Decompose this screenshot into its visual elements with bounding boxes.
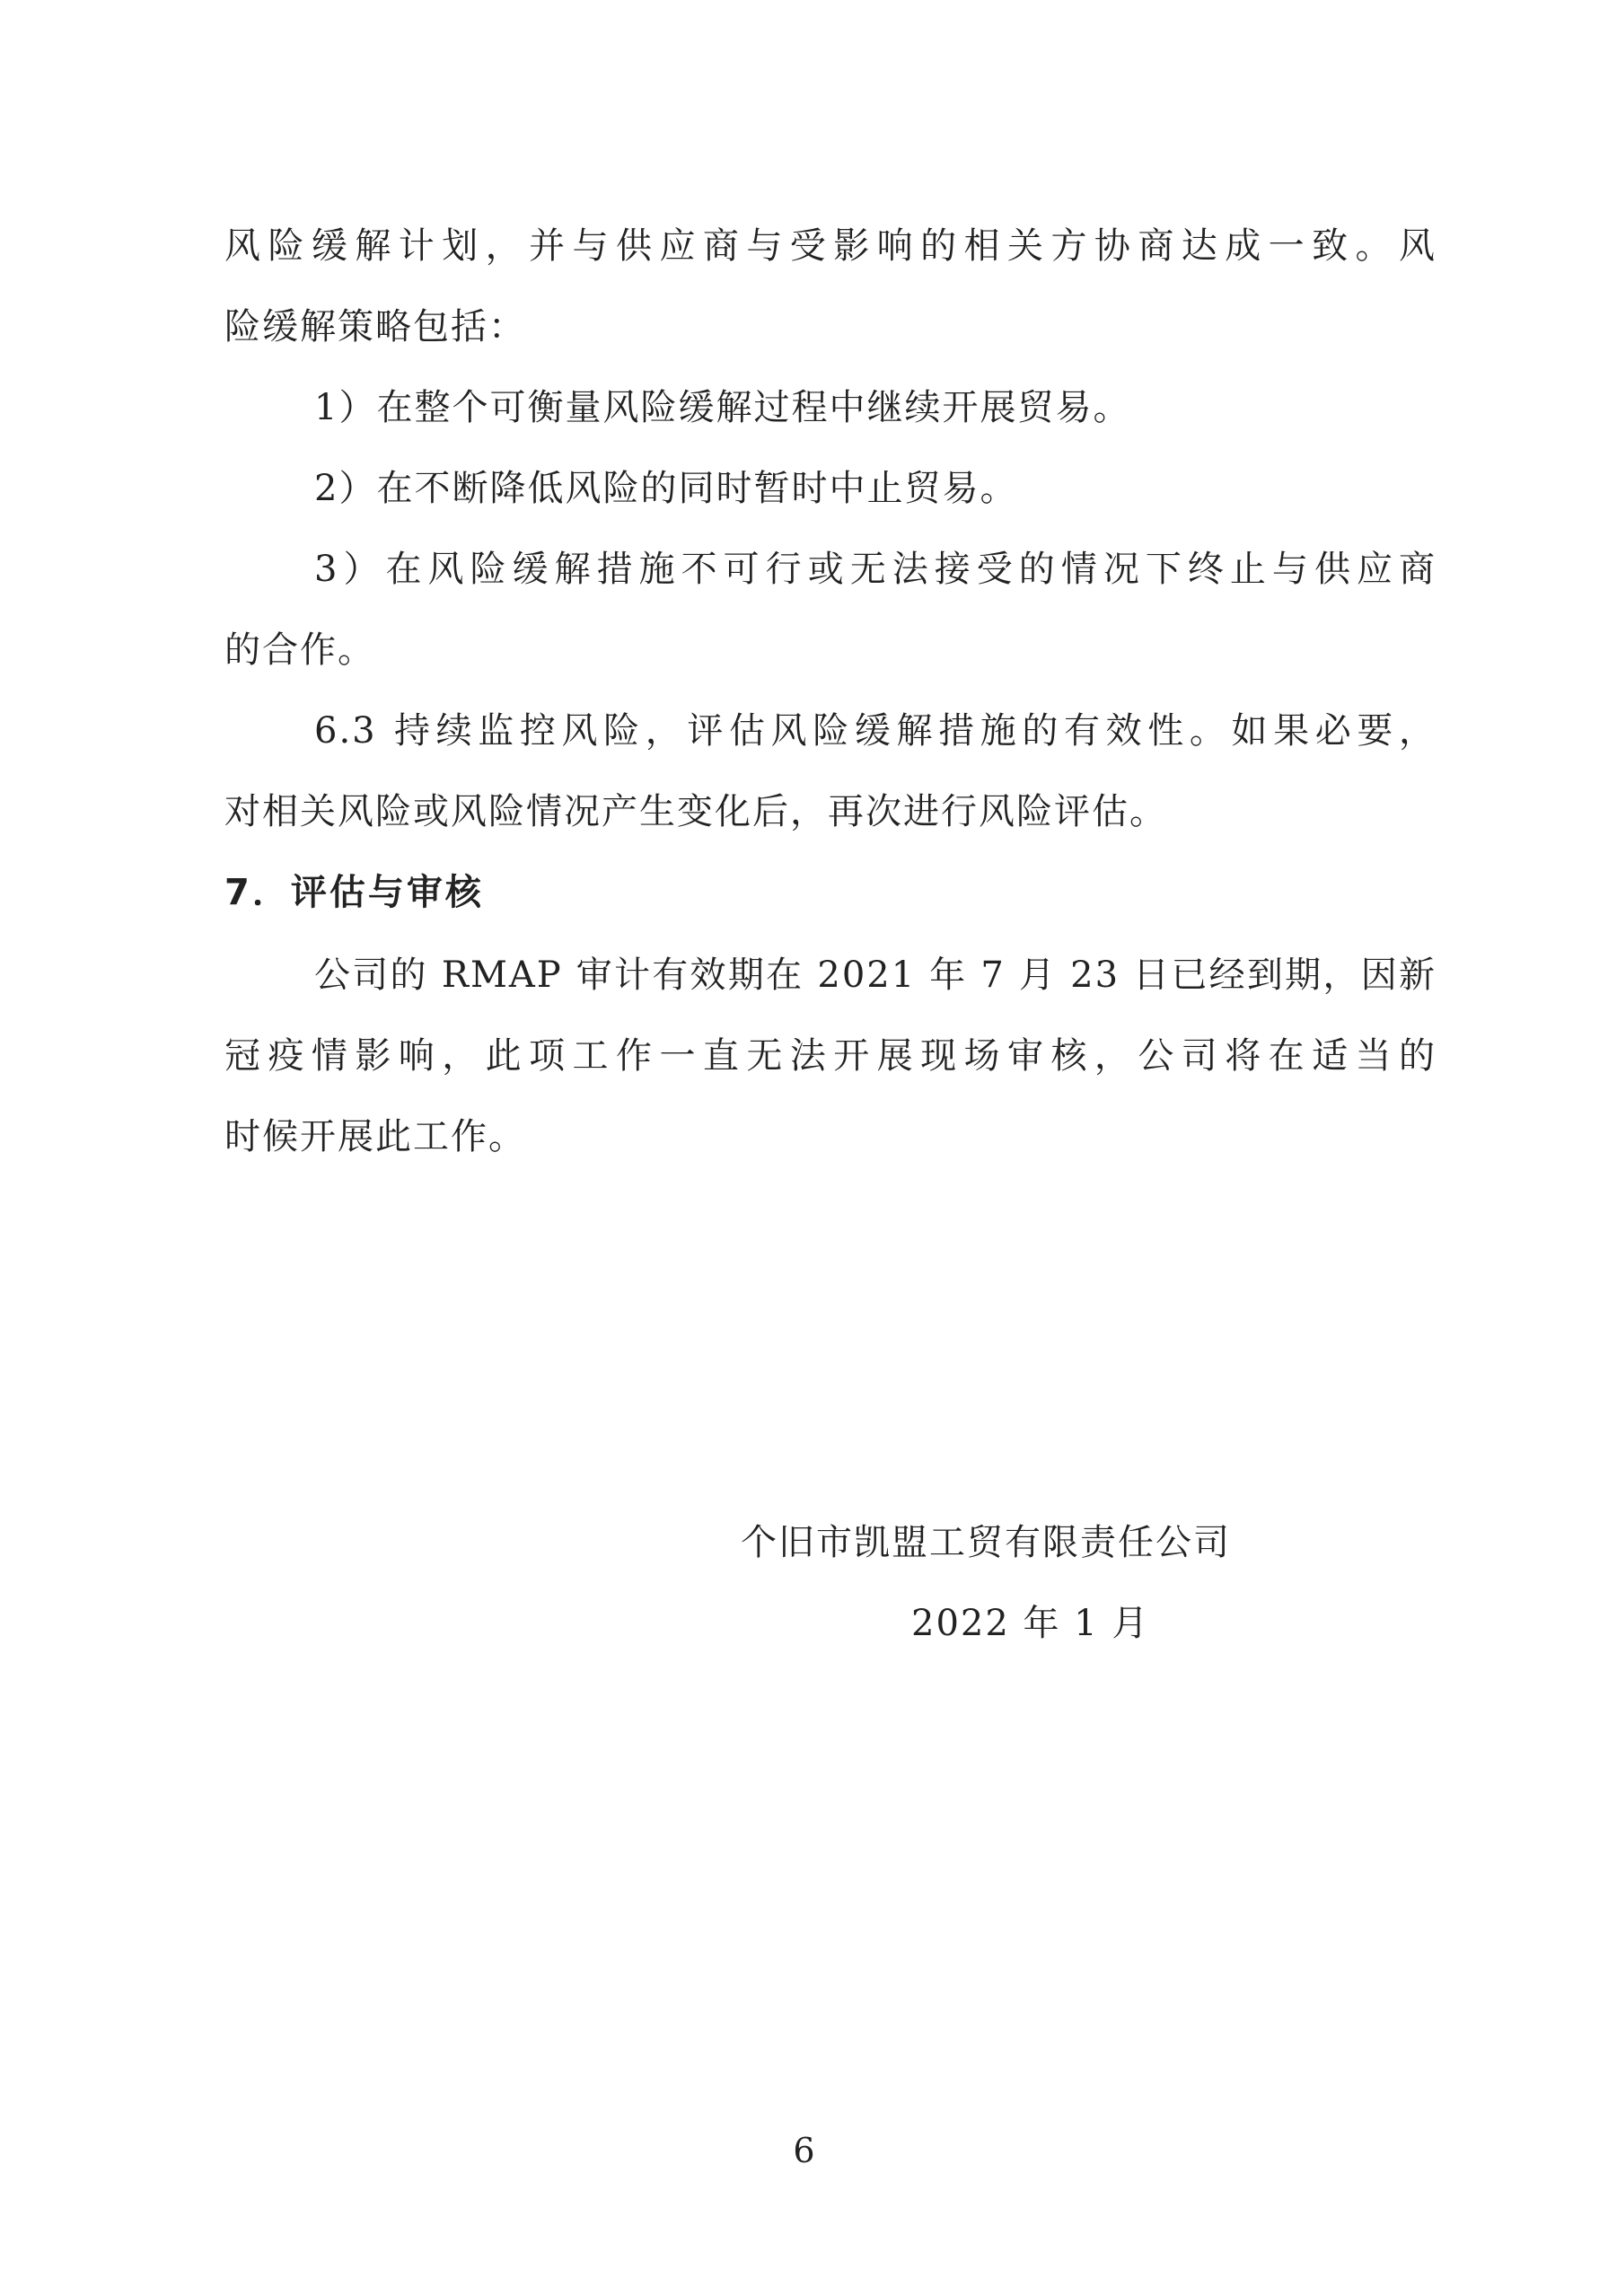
section-heading: 7．评估与审核: [224, 872, 484, 913]
paragraph-line: 对相关风险或风险情况产生变化后，再次进行风险评估。: [224, 791, 1167, 832]
signature-date: 2022 年 1 月: [911, 1603, 1150, 1644]
list-item: 2）在不断降低风险的同时暂时中止贸易。: [314, 468, 1018, 509]
paragraph-line: 风险缓解计划，并与供应商与受影响的相关方协商达成一致。风: [224, 225, 1437, 267]
paragraph-line: 公司的 RMAP 审计有效期在 2021 年 7 月 23 日已经到期，因新: [314, 954, 1437, 996]
paragraph-line: 6.3 持续监控风险，评估风险缓解措施的有效性。如果必要，: [314, 710, 1437, 752]
paragraph-line: 冠疫情影响，此项工作一直无法开展现场审核，公司将在适当的: [224, 1035, 1437, 1077]
signature-company: 个旧市凯盟工贸有限责任公司: [741, 1522, 1231, 1563]
list-item: 1）在整个可衡量风险缓解过程中继续开展贸易。: [314, 387, 1131, 428]
list-item: 3）在风险缓解措施不可行或无法接受的情况下终止与供应商: [314, 549, 1437, 590]
paragraph-line: 险缓解策略包括：: [224, 306, 526, 347]
list-item-continuation: 的合作。: [224, 629, 375, 671]
paragraph-line: 时候开展此工作。: [224, 1116, 526, 1157]
page-number: 6: [793, 2131, 815, 2170]
